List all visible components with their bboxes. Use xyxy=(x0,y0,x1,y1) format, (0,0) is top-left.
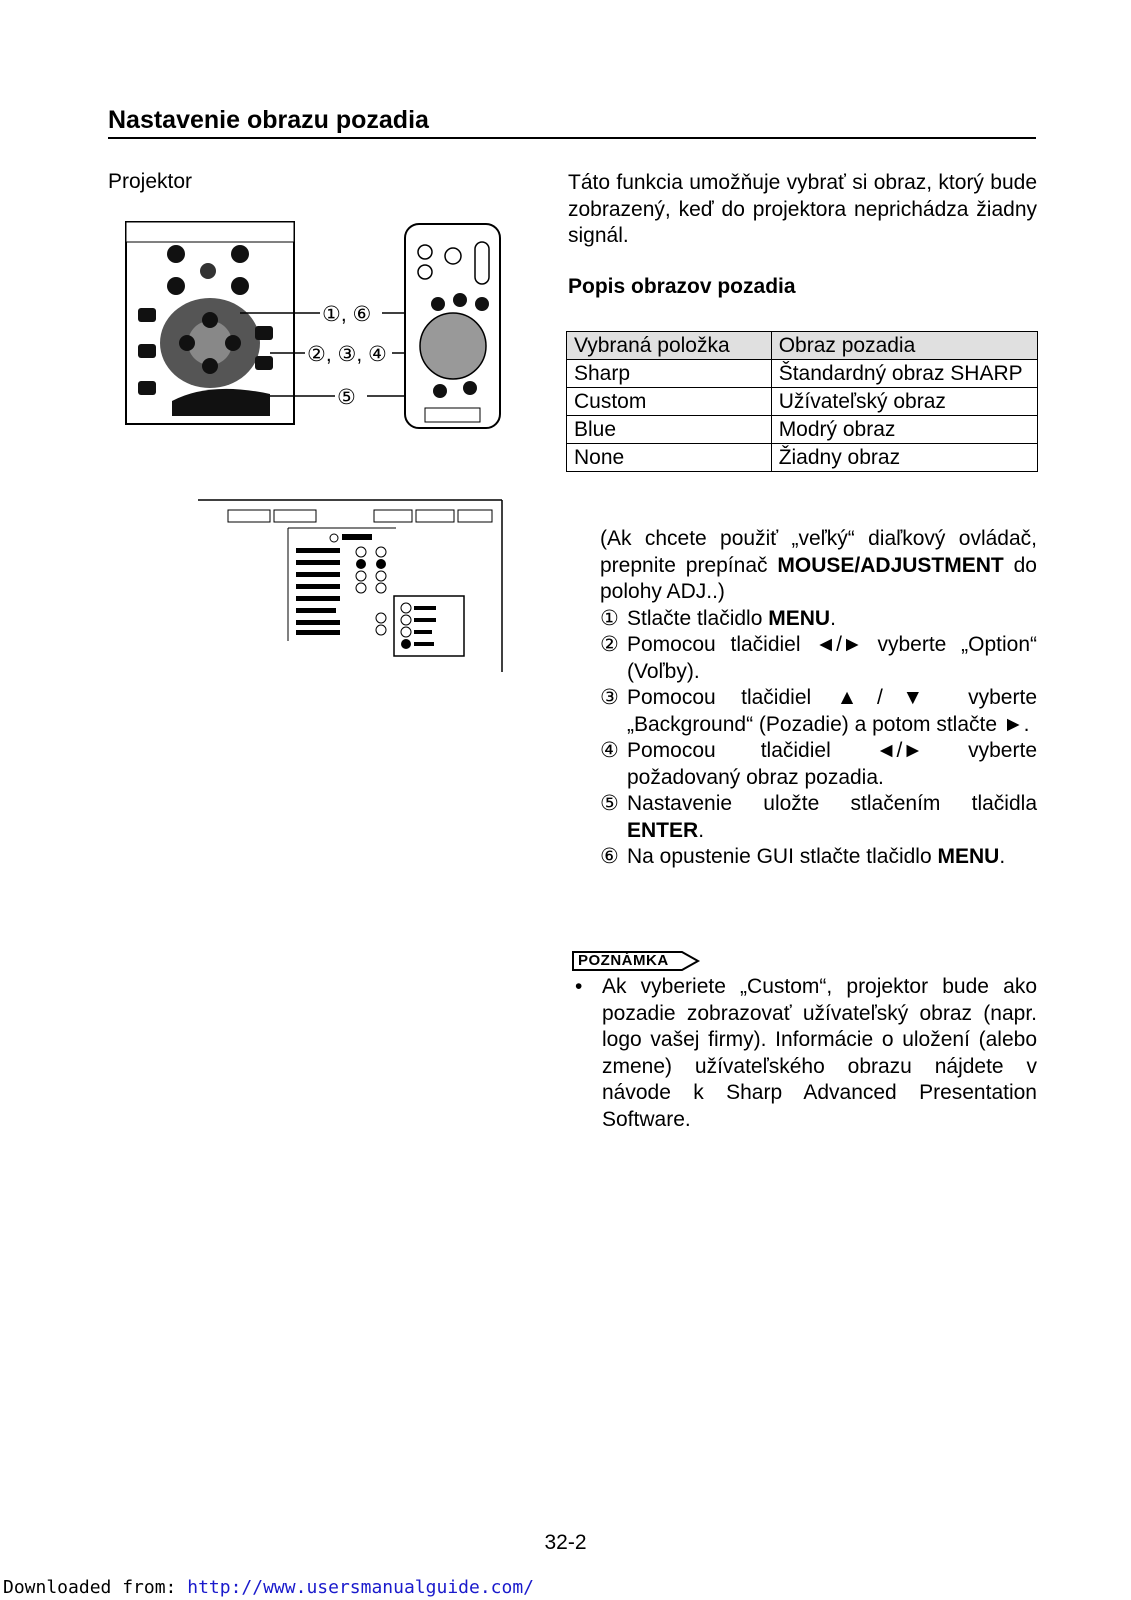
step-number: ① xyxy=(600,606,619,630)
step-2 xyxy=(600,632,1037,685)
page-title: Nastavenie obrazu pozadia xyxy=(108,106,1036,139)
instructions xyxy=(600,526,1037,871)
page-number: 32-2 xyxy=(544,1531,587,1554)
column-header: Obraz pozadia xyxy=(771,332,1037,360)
download-footer xyxy=(3,1577,534,1598)
step-number: ⑤ xyxy=(600,792,619,815)
table-row xyxy=(567,388,1038,416)
projector-label: Projektor xyxy=(108,170,193,193)
note-badge-label: POZNÁMKA xyxy=(578,952,669,969)
step-5 xyxy=(600,791,1037,844)
background-table xyxy=(566,331,1038,472)
step-number: ③ xyxy=(600,686,619,709)
step-6 xyxy=(600,844,1037,871)
footer-link[interactable]: http://www.usersmanualguide.com/ xyxy=(187,1577,535,1598)
step-text: Pomocou tlačidiel ◄/► vyberte požadovaný obraz pozadia. xyxy=(627,739,1037,789)
table-cell-item: Blue xyxy=(567,416,772,444)
column-header: Vybraná položka xyxy=(567,332,772,360)
step-text: Nastavenie uložte stlačením tlačidla ENTER. xyxy=(627,792,1037,842)
step-text: Na opustenie GUI stlačte tlačidlo MENU. xyxy=(627,845,1006,868)
step-text: Pomocou tlačidiel ◄/► vyberte „Option“ (Voľby). xyxy=(627,633,1037,683)
footer-prefix: Downloaded from: xyxy=(3,1577,188,1598)
remote-note-text: (Ak chcete použiť „veľký“ diaľkový ovládač, prepnite prepínač xyxy=(600,527,1037,577)
step-4 xyxy=(600,738,1037,791)
intro-paragraph: Táto funkcia umožňuje vybrať si obraz, ktorý bude zobrazený, keď do projektora neprichádza žiadny signál. xyxy=(568,171,1037,247)
remote-note-switch: MOUSE/ADJUSTMENT xyxy=(777,553,1004,577)
note-list xyxy=(575,974,1037,1133)
step-text: Pomocou tlačidiel ▲/▼ vyberte „Background“ (Pozadie) a potom stlačte ►. xyxy=(627,686,1037,736)
step-number: ④ xyxy=(600,739,619,762)
table-row xyxy=(567,416,1038,444)
table-cell-image: Štandardný obraz SHARP xyxy=(771,360,1037,388)
note-text: Ak vyberiete „Custom“, projektor bude ako pozadie zobrazovať užívateľský obraz (napr. logo vašej firmy). Informácie o uložení (alebo zmene) užívateľského obrazu nájdete v návode k Sharp Advanced Presentation Software. xyxy=(602,975,1037,1131)
remote-note-text-end: do polohy ADJ..) xyxy=(600,553,1037,603)
table-cell-image: Modrý obraz xyxy=(771,416,1037,444)
callout-1-6: ①, ⑥ xyxy=(322,303,372,326)
step-text: Stlačte tlačidlo MENU. xyxy=(627,606,836,630)
step-number: ⑥ xyxy=(600,845,619,868)
note-item xyxy=(575,974,1037,1133)
table-cell-item: Custom xyxy=(567,388,772,416)
projector-remote-illustration xyxy=(120,216,530,440)
table-header-row xyxy=(567,332,1038,360)
table-row xyxy=(567,360,1038,388)
subheading: Popis obrazov pozadia xyxy=(568,275,796,298)
table-cell-item: None xyxy=(567,444,772,472)
callout-2-3-4: ②, ③, ④ xyxy=(307,343,387,366)
step-number: ② xyxy=(600,633,619,656)
bullet-icon: • xyxy=(575,975,583,998)
table-cell-image: Žiadny obraz xyxy=(771,444,1037,472)
step-1 xyxy=(600,606,1037,633)
step-3 xyxy=(600,685,1037,738)
remote-note xyxy=(600,526,1037,606)
table-cell-image: Užívateľský obraz xyxy=(771,388,1037,416)
callout-5: ⑤ xyxy=(337,386,356,409)
note-badge xyxy=(572,950,669,972)
gui-menu-illustration xyxy=(196,496,506,672)
table-row xyxy=(567,444,1038,472)
table-cell-item: Sharp xyxy=(567,360,772,388)
